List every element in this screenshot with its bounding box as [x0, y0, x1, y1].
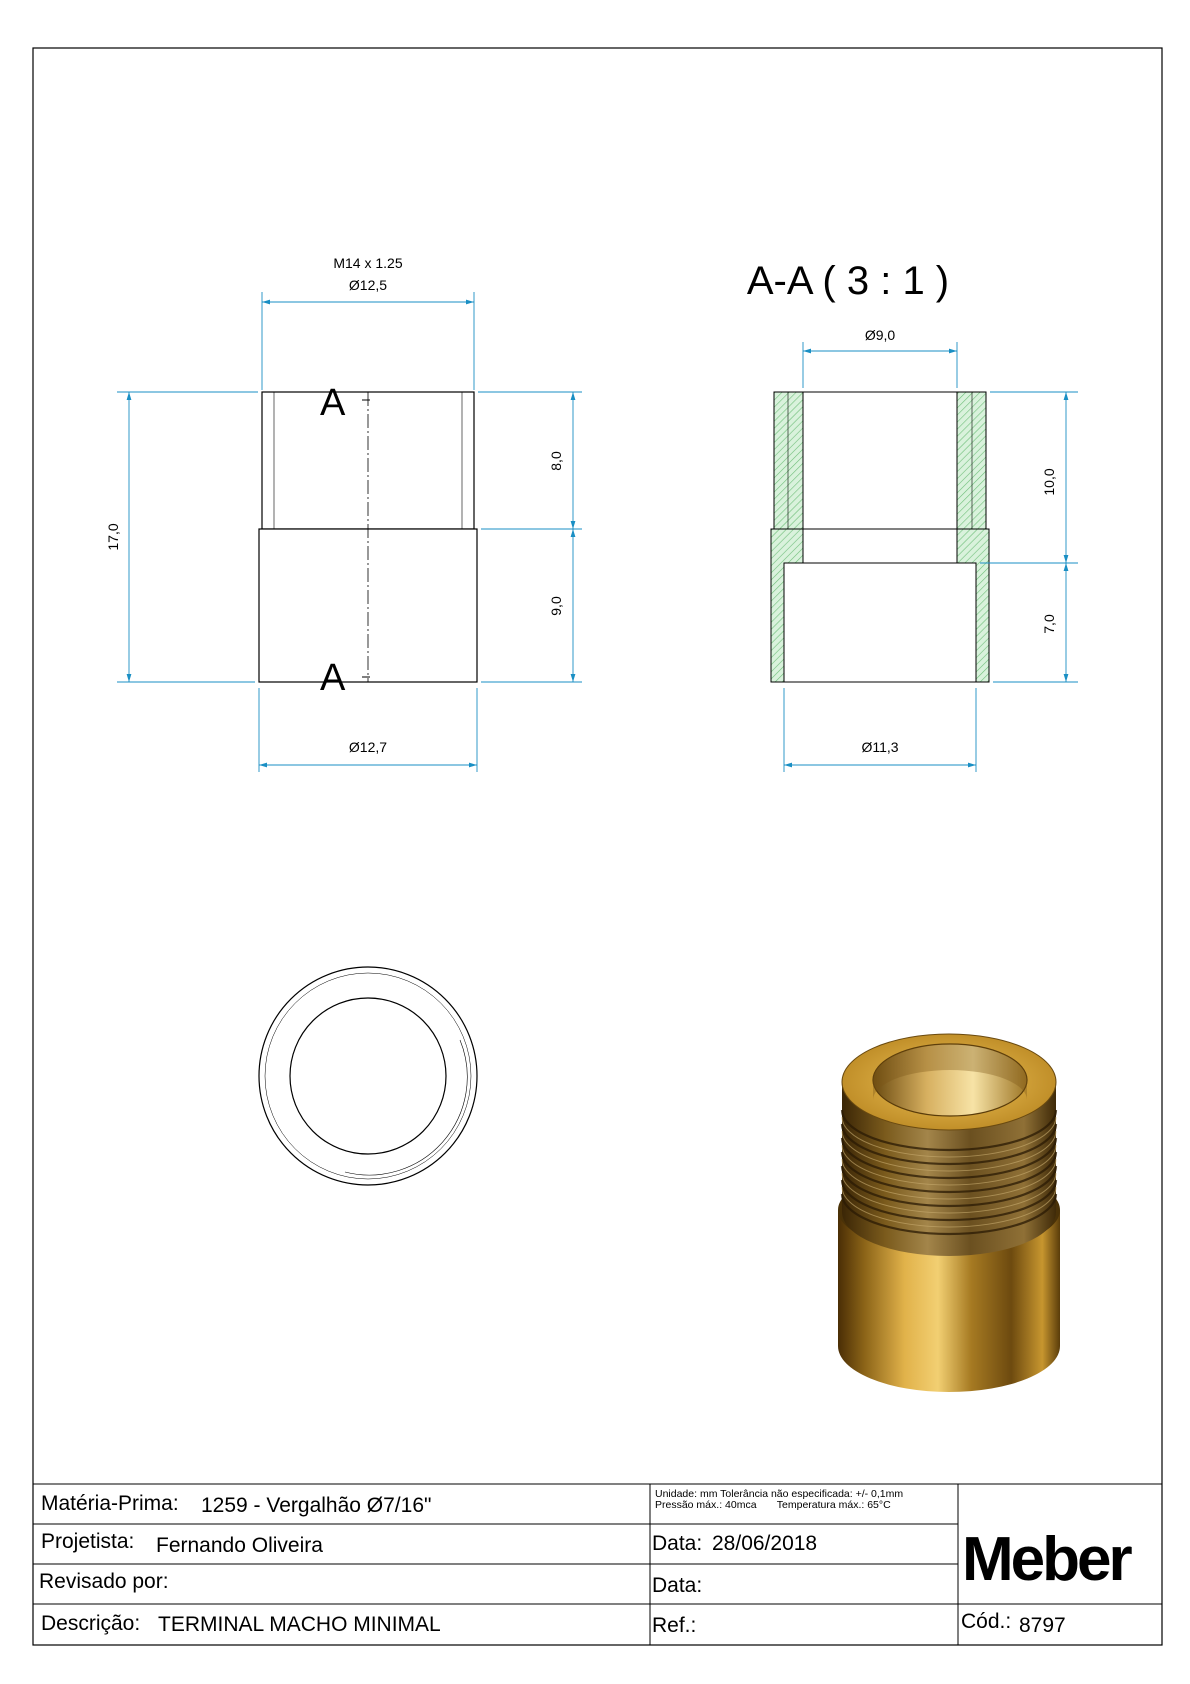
ref-label: Ref.: [652, 1614, 697, 1637]
projetista-label: Projetista: [41, 1530, 135, 1553]
materia-prima-value: 1259 - Vergalhão Ø7/16" [201, 1494, 432, 1517]
dim-total-height: 17,0 [105, 523, 121, 551]
isometric-render [838, 1034, 1060, 1392]
data-label: Data: [652, 1532, 703, 1555]
notes-pressure-temperature: Pressão máx.: 40mca Temperatura máx.: 65°C [655, 1499, 891, 1511]
dim-counterbore-depth: 7,0 [1041, 614, 1057, 634]
top-view [259, 967, 477, 1185]
cod-value: 8797 [1019, 1614, 1066, 1637]
section-dimensions [784, 342, 1078, 772]
dim-top-diameter: Ø12,5 [348, 277, 388, 293]
projetista-value: Fernando Oliveira [156, 1534, 323, 1557]
dim-bore: Ø9,0 [864, 327, 896, 343]
front-view [259, 392, 477, 682]
data2-label: Data: [652, 1574, 703, 1597]
data-value: 28/06/2018 [712, 1532, 818, 1555]
section-mark-top: A [320, 382, 346, 424]
dim-thread: M14 x 1.25 [333, 255, 403, 271]
dim-counterbore: Ø11,3 [861, 739, 899, 755]
dim-bore-depth: 10,0 [1041, 468, 1057, 496]
meber-logo: Meber [962, 1525, 1130, 1594]
dim-lower-height: 9,0 [548, 596, 564, 616]
section-view [771, 392, 989, 682]
revisado-label: Revisado por: [39, 1570, 169, 1593]
dim-upper-height: 8,0 [548, 451, 564, 471]
materia-prima-label: Matéria-Prima: [41, 1492, 179, 1515]
section-mark-bottom: A [320, 657, 346, 699]
notes-units-tolerance: Unidade: mm Tolerância não especificada: +/- 0,1mm [655, 1488, 904, 1500]
descricao-value: TERMINAL MACHO MINIMAL [158, 1613, 441, 1636]
cod-label: Cód.: [961, 1610, 1012, 1633]
section-title: A-A ( 3 : 1 ) [746, 259, 950, 303]
descricao-label: Descrição: [41, 1612, 141, 1635]
sheet-border [33, 48, 1162, 1645]
dim-bottom-diameter: Ø12,7 [348, 739, 388, 755]
